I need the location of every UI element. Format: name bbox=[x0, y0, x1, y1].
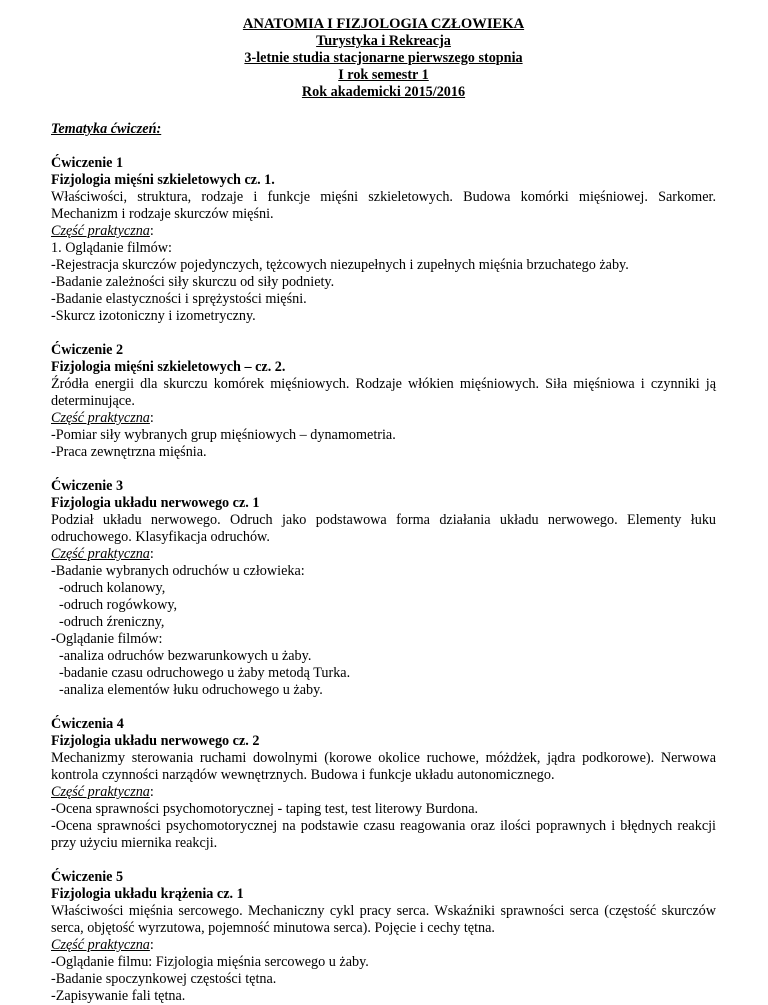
practical-item: -Badanie spoczynkowej częstości tętna. bbox=[51, 971, 277, 987]
exercise-title: Fizjologia układu krążenia cz. 1 bbox=[51, 886, 244, 902]
practical-label-text: Część praktyczna bbox=[51, 546, 150, 562]
topics-label: Tematyka ćwiczeń bbox=[51, 121, 157, 137]
exercise-title: Fizjologia układu nerwowego cz. 2 bbox=[51, 733, 260, 749]
practical-item: -odruch kolanowy, bbox=[59, 580, 166, 596]
topics-heading bbox=[51, 121, 716, 138]
exercise-title: Fizjologia układu nerwowego cz. 1 bbox=[51, 495, 260, 511]
practical-item: -Badanie wybranych odruchów u człowieka: bbox=[51, 563, 305, 579]
header-study-mode: 3-letnie studia stacjonarne pierwszego stopnia bbox=[244, 50, 523, 66]
exercise-description: Właściwości mięśnia sercowego. Mechaniczny cykl pracy serca. Wskaźniki sprawności serca (częstość skurczów serca, objętość wyrzutowa, pojemność minutowa serca). Pojęcie i cechy tętna. bbox=[51, 903, 716, 936]
exercise-section bbox=[51, 478, 716, 699]
header-field-of-study: Turystyka i Rekreacja bbox=[316, 33, 451, 49]
practical-part-label bbox=[51, 223, 716, 240]
practical-part-label bbox=[51, 546, 716, 563]
practical-item: -Oglądanie filmu: Fizjologia mięśnia sercowego u żaby. bbox=[51, 954, 369, 970]
header-academic-year: Rok akademicki 2015/2016 bbox=[301, 84, 466, 100]
practical-label-colon: : bbox=[149, 410, 154, 426]
practical-item: -Zapisywanie fali tętna. bbox=[51, 988, 186, 1004]
practical-label-colon: : bbox=[149, 546, 154, 562]
exercise-section bbox=[51, 716, 716, 852]
practical-item: -Badanie zależności siły skurczu od siły podniety. bbox=[51, 274, 335, 290]
exercise-description: Źródła energii dla skurczu komórek mięśniowych. Rodzaje włókien mięśniowych. Siła mięśniowa i czynniki ją determinujące. bbox=[51, 376, 716, 409]
practical-part-label bbox=[51, 937, 716, 954]
practical-item: -Rejestracja skurczów pojedynczych, tężcowych niezupełnych i zupełnych mięśnia brzuchatego żaby. bbox=[51, 257, 629, 273]
practical-label-text: Część praktyczna bbox=[51, 223, 150, 239]
practical-label-text: Część praktyczna bbox=[51, 937, 150, 953]
practical-item: -Oglądanie filmów: bbox=[51, 631, 163, 647]
exercise-section bbox=[51, 869, 716, 1005]
practical-item: -Skurcz izotoniczny i izometryczny. bbox=[51, 308, 256, 324]
exercise-section bbox=[51, 342, 716, 461]
practical-item: -Badanie elastyczności i sprężystości mięśni. bbox=[51, 291, 307, 307]
practical-part-label bbox=[51, 410, 716, 427]
exercise-heading: Ćwiczenia 4 bbox=[51, 716, 124, 732]
practical-item: -odruch źreniczny, bbox=[59, 614, 165, 630]
practical-item: -Pomiar siły wybranych grup mięśniowych – dynamometria. bbox=[51, 427, 396, 443]
practical-part-label bbox=[51, 784, 716, 801]
exercise-heading: Ćwiczenie 2 bbox=[51, 342, 124, 358]
practical-item: 1. Oglądanie filmów: bbox=[51, 240, 172, 256]
practical-label-colon: : bbox=[149, 937, 154, 953]
exercise-title: Fizjologia mięśni szkieletowych – cz. 2. bbox=[51, 359, 286, 375]
exercise-title: Fizjologia mięśni szkieletowych cz. 1. bbox=[51, 172, 275, 188]
practical-item: -odruch rogówkowy, bbox=[59, 597, 178, 613]
practical-label-text: Część praktyczna bbox=[51, 410, 150, 426]
exercise-section bbox=[51, 155, 716, 325]
practical-item: -analiza odruchów bezwarunkowych u żaby. bbox=[59, 648, 312, 664]
exercise-description: Podział układu nerwowego. Odruch jako podstawowa forma działania układu nerwowego. Elementy łuku odruchowego. Klasyfikacja odruchów. bbox=[51, 512, 716, 545]
header-course-title: ANATOMIA I FIZJOLOGIA CZŁOWIEKA bbox=[242, 16, 525, 32]
exercise-description: Mechanizmy sterowania ruchami dowolnymi (korowe okolice ruchowe, móżdżek, jądra podkorowe). Nerwowa kontrola czynności narządów wewnętrznych. Budowa i funkcje układu autonomicznego. bbox=[51, 750, 716, 783]
practical-item: -badanie czasu odruchowego u żaby metodą Turka. bbox=[59, 665, 351, 681]
practical-item: -Ocena sprawności psychomotorycznej - taping test, test literowy Burdona. bbox=[51, 801, 479, 817]
exercise-sections bbox=[51, 155, 716, 1005]
practical-item: -Praca zewnętrzna mięśnia. bbox=[51, 444, 207, 460]
practical-item: -analiza elementów łuku odruchowego u żaby. bbox=[59, 682, 323, 698]
practical-label-text: Część praktyczna bbox=[51, 784, 150, 800]
practical-item: -Ocena sprawności psychomotorycznej na podstawie czasu reagowania oraz ilości poprawnych i błędnych reakcji przy użyciu miernika reakcji. bbox=[51, 818, 716, 851]
exercise-heading: Ćwiczenie 3 bbox=[51, 478, 124, 494]
practical-label-colon: : bbox=[149, 223, 154, 239]
header-year-semester: I rok semestr 1 bbox=[338, 67, 429, 83]
exercise-heading: Ćwiczenie 1 bbox=[51, 155, 124, 171]
document-header bbox=[51, 16, 716, 101]
exercise-heading: Ćwiczenie 5 bbox=[51, 869, 124, 885]
topics-colon: : bbox=[156, 121, 162, 137]
practical-label-colon: : bbox=[149, 784, 154, 800]
exercise-description: Właściwości, struktura, rodzaje i funkcje mięśni szkieletowych. Budowa komórki mięśniowej. Sarkomer. Mechanizm i rodzaje skurczów mięśni. bbox=[51, 189, 716, 222]
